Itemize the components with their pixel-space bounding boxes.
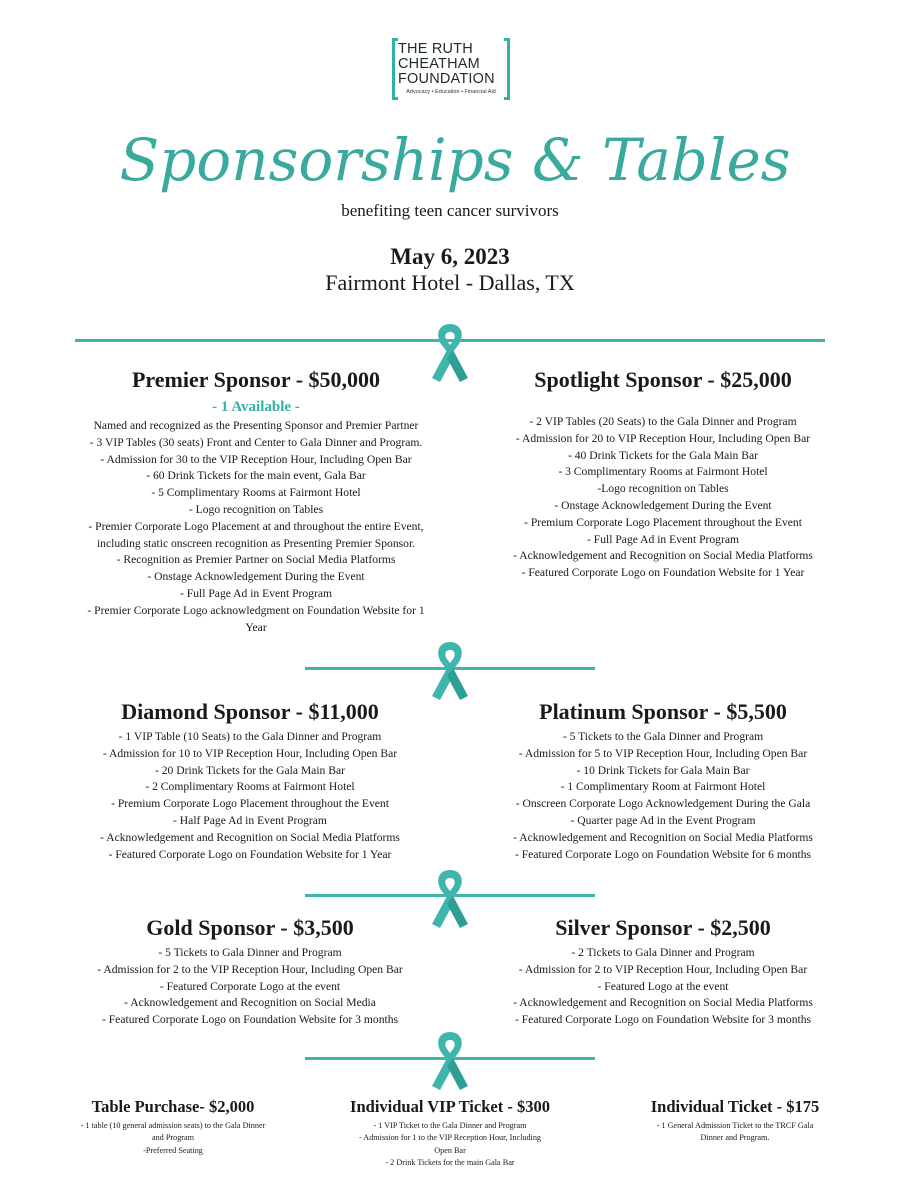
benefit-item: - 5 Tickets to the Gala Dinner and Program [562,730,764,743]
logo-line: THE RUTH [398,41,473,57]
benefit-item: - Recognition as Premier Partner on Social Media Platforms [116,553,396,567]
ribbon-icon [427,638,473,702]
gold-benefits [50,945,450,1029]
table-purchase-title: Table Purchase- $2,000 [91,1097,255,1116]
benefit-item: - Acknowledgement and Recognition on Social Media Platforms [100,830,400,844]
benefit-item: - Logo recognition on Tables [188,502,324,516]
benefit-item: - 20 Drink Tickets for the Gala Main Bar [155,763,345,777]
benefit-item: - Acknowledgement and Recognition on Social Media Platforms [513,830,813,844]
benefit-item: - 1 VIP Table (10 Seats) to the Gala Dinner and Program [118,730,382,743]
platinum-sponsor-title: Platinum Sponsor - $5,500 [539,699,787,724]
platinum-benefits [468,729,858,863]
benefit-item: Dinner and Program. [700,1133,770,1143]
logo-line: FOUNDATION [398,71,495,87]
benefit-item: - Admission for 1 to the VIP Reception Hour, Including [358,1133,542,1143]
benefit-item: - Featured Corporate Logo on Foundation Website for 3 months [101,1013,399,1027]
benefit-item: - 5 Tickets to Gala Dinner and Program [158,946,342,959]
benefit-item: - Premier Corporate Logo Placement at and throughout the entire Event, [88,519,424,533]
individual-ticket-title: Individual Ticket - $175 [650,1097,820,1116]
diamond-benefits [50,729,450,863]
benefit-item: - 5 Complimentary Rooms at Fairmont Hotel [151,486,361,500]
individual-ticket-benefits [635,1120,835,1145]
logo-line: CHEATHAM [398,56,480,72]
benefit-item: - 2 Tickets to Gala Dinner and Program [571,946,755,959]
benefit-item: - Featured Corporate Logo on Foundation Website for 6 months [514,847,812,861]
benefit-item: - Acknowledgement and Recognition on Social Media Platforms [513,549,813,563]
benefit-item: - 60 Drink Tickets for the main event, Gala Bar [146,469,366,483]
benefit-item: - Admission for 5 to VIP Reception Hour, Including Open Bar [518,746,808,760]
event-date: May 6, 2023 [390,244,510,269]
gold-sponsor-title: Gold Sponsor - $3,500 [146,915,354,940]
benefit-item: - Premium Corporate Logo Placement throughout the Event [111,797,389,811]
benefit-item: - 1 General Admission Ticket to the TRCF Gala [656,1121,814,1130]
benefit-item: - 1 Complimentary Room at Fairmont Hotel [560,780,766,794]
benefit-item: - 2 Complimentary Rooms at Fairmont Hotel [145,780,355,794]
logo-wordmark [398,42,504,87]
benefit-item: and Program [151,1133,195,1143]
benefit-item: - Premium Corporate Logo Placement throughout the Event [524,515,802,529]
benefit-item: - Admission for 10 to VIP Reception Hour, Including Open Bar [102,746,398,760]
benefit-item: Named and recognized as the Presenting Sponsor and Premier Partner [93,419,419,432]
benefit-item: - Admission for 2 to VIP Reception Hour, Including Open Bar [518,962,808,976]
benefit-item: - 2 Drink Tickets for the main Gala Bar [385,1158,515,1168]
table-purchase-benefits [58,1120,288,1157]
logo-tagline: Advocacy • Education • Financial Aid [406,89,496,95]
benefit-item: - Quarter page Ad in the Event Program [570,813,756,827]
benefit-item: - 3 VIP Tables (30 seats) Front and Center to Gala Dinner and Program. [89,435,423,449]
vip-ticket-benefits [340,1120,560,1170]
benefit-item: - Full Page Ad in Event Program [180,586,332,600]
ribbon-icon [427,1028,473,1092]
benefit-item: - Onscreen Corporate Logo Acknowledgement During the Gala [515,797,811,811]
premier-availability: - 1 Available - [212,399,300,415]
benefit-item: - Admission for 2 to the VIP Reception Hour, Including Open Bar [97,962,403,976]
benefit-item: - Featured Logo at the event [597,979,729,993]
benefit-item: - Onstage Acknowledgement During the Event [147,570,365,584]
benefit-item: - Full Page Ad in Event Program [587,532,739,546]
benefit-item: - Acknowledgement and Recognition on Social Media Platforms [513,996,813,1010]
benefit-item: - 1 table (10 general admission seats) to the Gala Dinner [80,1121,266,1130]
benefit-item: - Acknowledgement and Recognition on Social Media [124,996,376,1010]
benefit-item: - Featured Corporate Logo on Foundation Website for 1 Year [108,847,392,861]
spotlight-benefits [468,414,858,582]
diamond-sponsor-title: Diamond Sponsor - $11,000 [121,699,379,724]
subtitle: benefiting teen cancer survivors [341,201,559,220]
foundation-logo [392,38,510,100]
script-title-text: Sponsorships & Tables [119,126,791,194]
benefit-item: - 10 Drink Tickets for Gala Main Bar [576,763,750,777]
benefit-item: - Onstage Acknowledgement During the Event [554,498,772,512]
benefit-item: - Admission for 20 to VIP Reception Hour, Including Open Bar [515,431,811,445]
benefit-item: -Preferred Seating [143,1145,203,1155]
benefit-item: - 3 Complimentary Rooms at Fairmont Hotel [558,465,768,479]
benefit-item: including static onscreen recognition as Presenting Premier Sponsor. [96,536,416,550]
benefit-item: - 40 Drink Tickets for the Gala Main Bar [568,448,758,462]
benefit-item: - Featured Corporate Logo on Foundation Website for 3 months [514,1013,812,1027]
benefit-item: - Half Page Ad in Event Program [173,813,327,827]
benefit-item: Year [245,620,267,634]
silver-sponsor-title: Silver Sponsor - $2,500 [555,915,771,940]
premier-benefits [50,418,462,636]
benefit-item: - Featured Corporate Logo on Foundation Website for 1 Year [521,566,805,580]
benefit-item: - Featured Corporate Logo at the event [159,979,341,993]
benefit-item: - Admission for 30 to the VIP Reception Hour, Including Open Bar [100,452,412,466]
vip-ticket-title: Individual VIP Ticket - $300 [350,1097,550,1116]
event-venue: Fairmont Hotel - Dallas, TX [325,270,575,295]
benefit-item: Open Bar [434,1145,466,1155]
benefit-item: - Premier Corporate Logo acknowledgment on Foundation Website for 1 [87,603,425,617]
silver-benefits [468,945,858,1029]
premier-sponsor-title: Premier Sponsor - $50,000 [131,367,381,392]
benefit-item: -Logo recognition on Tables [597,482,729,496]
spotlight-sponsor-title: Spotlight Sponsor - $25,000 [534,367,792,392]
benefit-item: - 2 VIP Tables (20 Seats) to the Gala Dinner and Program [529,415,797,428]
benefit-item: - 1 VIP Ticket to the Gala Dinner and Program [373,1121,527,1130]
